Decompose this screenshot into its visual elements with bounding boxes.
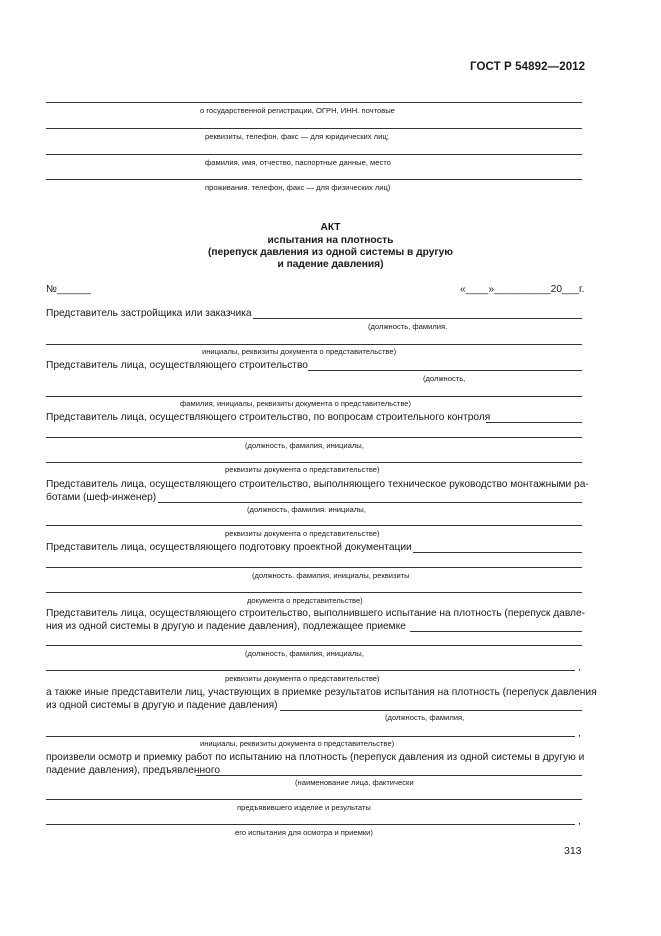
act-date-field[interactable]: «____»__________20___г. bbox=[460, 284, 585, 295]
field-caption: реквизиты документа о представительстве) bbox=[225, 529, 380, 538]
field-caption: реквизиты документа о представительстве) bbox=[225, 674, 380, 683]
field-caption: (должность, bbox=[423, 374, 466, 383]
row-label-chief-engineer: ботами (шеф-инженер) bbox=[46, 492, 157, 503]
row-label-others: из одной системы в другую и падение давления) bbox=[46, 700, 278, 711]
form-line[interactable] bbox=[46, 396, 582, 397]
form-line[interactable] bbox=[486, 422, 582, 423]
form-line[interactable] bbox=[46, 824, 575, 825]
field-caption: документа о представительстве) bbox=[247, 596, 363, 605]
row-label-inspection: произвели осмотр и приемку работ по испытанию на плотность (перепуск давления из одной системы в другую и bbox=[46, 752, 585, 763]
form-line[interactable] bbox=[46, 670, 575, 671]
row-label-design: Представитель лица, осуществляющего подготовку проектной документации bbox=[46, 542, 412, 553]
form-line[interactable] bbox=[46, 525, 582, 526]
row-label-customer: Представитель застройщика или заказчика bbox=[46, 308, 252, 319]
comma: , bbox=[578, 662, 581, 673]
field-caption: (должность, фамилия, инициалы, bbox=[245, 441, 364, 450]
form-line[interactable] bbox=[46, 179, 582, 180]
comma: , bbox=[578, 816, 581, 827]
field-caption: (должность, фамилия, bbox=[385, 713, 465, 722]
field-caption: (должность. фамилия, инициалы, реквизиты bbox=[252, 571, 410, 580]
row-label-control: Представитель лица, осуществляющего строительство, по вопросам строительного контроля bbox=[46, 412, 491, 423]
form-line[interactable] bbox=[196, 775, 582, 776]
field-caption: реквизиты документа о представительстве) bbox=[225, 465, 380, 474]
row-label-tester: Представитель лица, осуществляющего строительство, выполнившего испытание на плотность (перепуск давле- bbox=[46, 608, 586, 619]
form-line[interactable] bbox=[46, 437, 582, 438]
field-caption: реквизиты, телефон, факс — для юридических лиц; bbox=[205, 132, 389, 141]
document-subtitle: испытания на плотность bbox=[267, 235, 394, 246]
document-subtitle: и падение давления) bbox=[277, 259, 384, 270]
field-caption: инициалы, реквизиты документа о представительстве) bbox=[202, 347, 397, 356]
form-line[interactable] bbox=[413, 552, 582, 553]
form-line[interactable] bbox=[410, 631, 582, 632]
form-line[interactable] bbox=[46, 645, 582, 646]
field-caption: предъявившего изделие и результаты bbox=[237, 803, 371, 812]
row-label-tester: ния из одной системы в другую и падение давления), подлежащее приемке bbox=[46, 621, 406, 632]
comma: , bbox=[578, 728, 581, 739]
form-line[interactable] bbox=[46, 102, 582, 103]
form-line[interactable] bbox=[46, 462, 582, 463]
field-caption: о государственной регистрации, ОГРН, ИНН. почтовые bbox=[200, 106, 395, 115]
row-label-chief-engineer: Представитель лица, осуществляющего строительство, выполняющего техническое руководство монтажными ра- bbox=[46, 479, 589, 490]
field-caption: (наименование лица, фактически bbox=[295, 778, 414, 787]
row-label-builder: Представитель лица, осуществляющего строительство bbox=[46, 360, 308, 371]
field-caption: проживания. телефон, факс — для физических лиц) bbox=[205, 183, 391, 192]
form-line[interactable] bbox=[46, 154, 582, 155]
form-line[interactable] bbox=[46, 344, 582, 345]
form-line[interactable] bbox=[46, 592, 582, 593]
field-caption: (должность, фамилия, инициалы, bbox=[245, 649, 364, 658]
act-number-field[interactable]: №______ bbox=[46, 284, 91, 295]
document-title: АКТ bbox=[320, 222, 341, 233]
field-caption: (должность, фамилия. инициалы, bbox=[247, 505, 366, 514]
row-label-inspection: падение давления), предъявленного bbox=[46, 765, 220, 776]
form-line[interactable] bbox=[46, 128, 582, 129]
field-caption: фамилия, имя, отчество, паспортные данные, место bbox=[205, 158, 391, 167]
field-caption: инициалы, реквизиты документа о представительстве) bbox=[200, 739, 395, 748]
form-line[interactable] bbox=[46, 736, 575, 737]
document-subtitle: (перепуск давления из одной системы в другую bbox=[207, 247, 453, 258]
form-line[interactable] bbox=[253, 318, 582, 319]
page-number: 313 bbox=[564, 845, 582, 857]
field-caption: его испытания для осмотра и приемки) bbox=[235, 828, 373, 837]
form-line[interactable] bbox=[46, 799, 582, 800]
form-line[interactable] bbox=[308, 370, 582, 371]
form-line[interactable] bbox=[158, 502, 582, 503]
standard-number: ГОСТ Р 54892—2012 bbox=[470, 61, 586, 73]
row-label-others: а также иные представители лиц, участвующих в приемке результатов испытания на плотность (перепуск давления bbox=[46, 687, 597, 698]
field-caption: фамилия, инициалы, реквизиты документа о представительстве) bbox=[180, 399, 412, 408]
field-caption: (должность, фамилия. bbox=[368, 322, 448, 331]
form-line[interactable] bbox=[46, 567, 582, 568]
form-line[interactable] bbox=[280, 710, 582, 711]
